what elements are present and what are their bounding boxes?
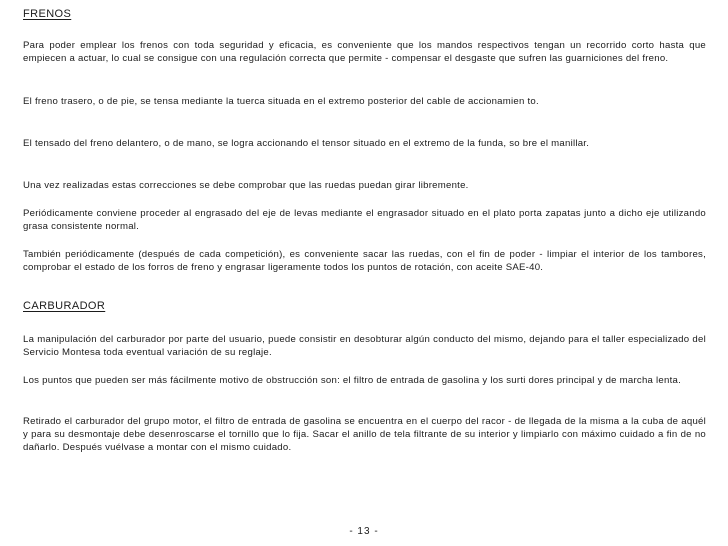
- section-heading-carburador: CARBURADOR: [23, 300, 106, 312]
- paragraph: Una vez realizadas estas correcciones se debe comprobar que las ruedas puedan girar libremente.: [23, 180, 469, 191]
- section-heading-frenos: FRENOS: [23, 8, 72, 20]
- paragraph: Periódicamente conviene proceder al engrasado del eje de levas mediante el engrasador situado en el plato porta zapatas junto a dicho eje utilizando grasa consistente normal.: [23, 208, 706, 232]
- paragraph: El freno trasero, o de pie, se tensa mediante la tuerca situada en el extremo posterior del cable de accionamien to.: [23, 96, 539, 107]
- paragraph: También periódicamente (después de cada competición), es conveniente sacar las ruedas, con el fin de poder - limpiar el interior de los tambores, comprobar el estado de los forros de freno y engrasar ligeramente todos los puntos de rotación, con aceite SAE-40.: [23, 249, 706, 273]
- paragraph: La manipulación del carburador por parte del usuario, puede consistir en desobturar algún conducto del mismo, dejando para el taller especializado del Servicio Montesa toda eventual variación de su reglaje.: [23, 334, 706, 358]
- page-number: - 13 -: [349, 526, 379, 537]
- paragraph: Los puntos que pueden ser más fácilmente motivo de obstrucción son: el filtro de entrada de gasolina y los surti dores principal y de marcha lenta.: [23, 375, 682, 386]
- paragraph: Para poder emplear los frenos con toda seguridad y eficacia, es conveniente que los mandos respectivos tengan un recorrido corto hasta que empiecen a actuar, lo cual se consigue con una regulación correcta que permite - compensar el desgaste que sufren las guarniciones del freno.: [23, 40, 706, 64]
- paragraph: El tensado del freno delantero, o de mano, se logra accionando el tensor situado en el extremo de la funda, so bre el manillar.: [23, 138, 590, 149]
- paragraph: Retirado el carburador del grupo motor, el filtro de entrada de gasolina se encuentra en el cuerpo del racor - de llegada de la misma a la cuba de aquél y para su desmontaje debe desenroscarse el tornillo que lo fija. Sacar el anillo de tela filtrante de su interior y limpiarlo con máximo cuidado a fin de no dañarlo. Después vuélvase a montar con el mismo cuidado.: [23, 416, 706, 453]
